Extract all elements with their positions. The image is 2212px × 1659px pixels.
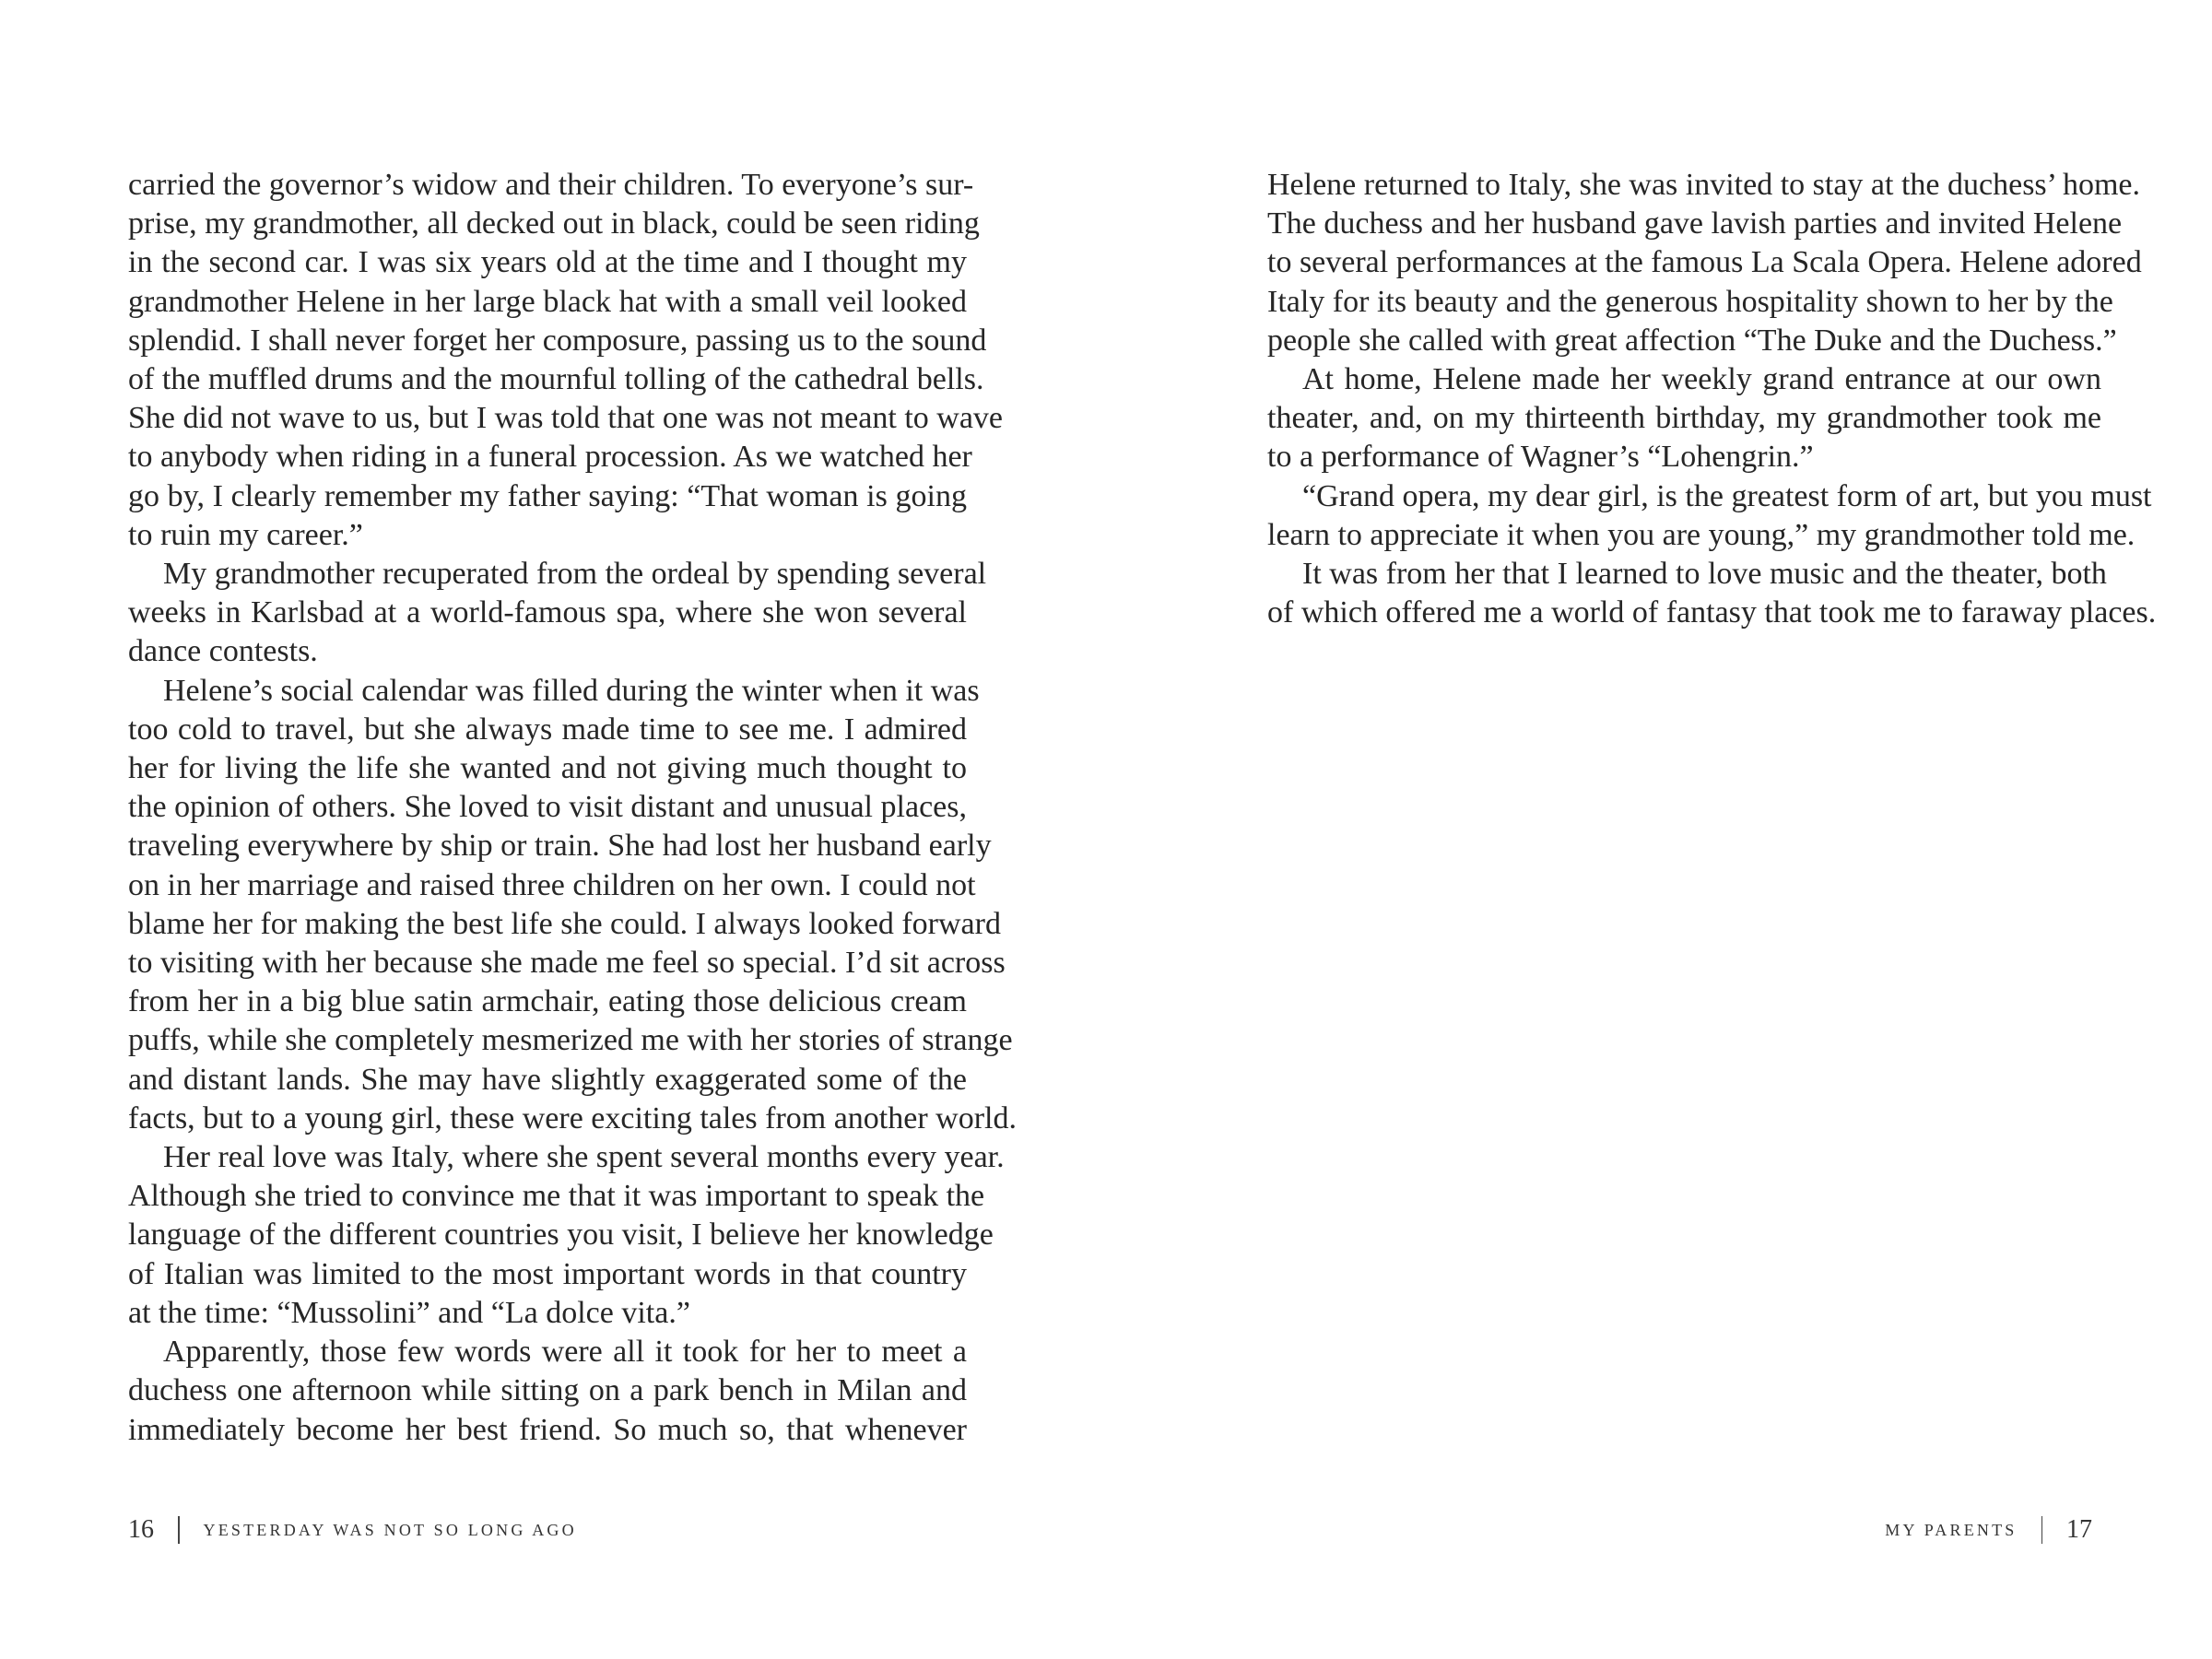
text-line: splendid. I shall never forget her composure, passing us to the sound <box>128 323 987 358</box>
text-line: She did not wave to us, but I was told that one was not meant to wave <box>128 401 1003 436</box>
text-line: At home, Helene made her weekly grand entrance at our own <box>1302 362 2101 397</box>
text-line: and distant lands. She may have slightly exaggerated some of the <box>128 1062 967 1097</box>
text-line: The duchess and her husband gave lavish parties and invited Helene <box>1267 206 2123 241</box>
text-line: Helene’s social calendar was filled during the winter when it was <box>163 673 980 708</box>
footer-divider <box>2041 1516 2043 1544</box>
text-line: language of the different countries you visit, I believe her knowledge <box>128 1218 994 1253</box>
text-line: Her real love was Italy, where she spent several months every year. <box>163 1140 1005 1175</box>
text-line: immediately become her best friend. So much so, that whenever <box>128 1412 967 1447</box>
text-line: blame her for making the best life she could. I always looked forward <box>128 906 1001 941</box>
left-page-body <box>128 166 1017 1450</box>
text-line: of Italian was limited to the most important words in that country <box>128 1256 967 1291</box>
text-line: her for living the life she wanted and not giving much thought to <box>128 751 967 786</box>
text-line: “Grand opera, my dear girl, is the greatest form of art, but you must <box>1302 478 2152 513</box>
text-line: to anybody when riding in a funeral procession. As we watched her <box>128 440 972 475</box>
text-line: to ruin my career.” <box>128 517 363 552</box>
text-line: people she called with great affection “The Duke and the Duchess.” <box>1267 323 2117 358</box>
text-line: Although she tried to convince me that it was important to speak the <box>128 1179 985 1214</box>
text-line: on in her marriage and raised three children on her own. I could not <box>128 867 976 902</box>
text-line: theater, and, on my thirteenth birthday, my grandmother took me <box>1267 401 2101 436</box>
text-line: at the time: “Mussolini” and “La dolce vita.” <box>128 1295 690 1330</box>
text-line: puffs, while she completely mesmerized me with her stories of strange <box>128 1023 1013 1058</box>
text-line: to a performance of Wagner’s “Lohengrin.” <box>1267 440 1814 475</box>
page-number: 17 <box>2066 1515 2092 1544</box>
running-head: MY PARENTS <box>1885 1520 2018 1539</box>
right-page-body <box>1267 166 2157 632</box>
text-line: learn to appreciate it when you are young,” my grandmother told me. <box>1267 517 2136 552</box>
text-line: in the second car. I was six years old at the time and I thought my <box>128 245 967 280</box>
text-line: duchess one afternoon while sitting on a park bench in Milan and <box>128 1373 967 1408</box>
right-page-footer <box>1885 1512 2092 1548</box>
text-line: Helene returned to Italy, she was invited to stay at the duchess’ home. <box>1267 168 2140 202</box>
left-page-footer <box>128 1512 577 1548</box>
text-line: of which offered me a world of fantasy that took me to faraway places. <box>1267 595 2157 630</box>
text-line: My grandmother recuperated from the ordeal by spending several <box>163 557 987 592</box>
text-line: weeks in Karlsbad at a world-famous spa, where she won several <box>128 595 967 630</box>
text-line: Italy for its beauty and the generous hospitality shown to her by the <box>1267 284 2113 319</box>
page-number: 16 <box>128 1515 154 1544</box>
text-line: from her in a big blue satin armchair, eating those delicious cream <box>128 984 967 1019</box>
text-line: Apparently, those few words were all it took for her to meet a <box>163 1335 967 1370</box>
text-line: of the muffled drums and the mournful tolling of the cathedral bells. <box>128 362 984 397</box>
text-line: go by, I clearly remember my father saying: “That woman is going <box>128 478 967 513</box>
running-head: YESTERDAY WAS NOT SO LONG AGO <box>203 1520 577 1539</box>
text-line: prise, my grandmother, all decked out in black, could be seen riding <box>128 206 980 241</box>
text-line: to several performances at the famous La Scala Opera. Helene adored <box>1267 245 2142 280</box>
text-line: carried the governor’s widow and their children. To everyone’s sur- <box>128 168 974 202</box>
footer-divider <box>178 1516 180 1544</box>
text-line: too cold to travel, but she always made time to see me. I admired <box>128 712 967 747</box>
text-line: grandmother Helene in her large black hat with a small veil looked <box>128 284 967 319</box>
text-line: It was from her that I learned to love music and the theater, both <box>1302 557 2107 592</box>
text-line: dance contests. <box>128 634 318 669</box>
text-line: the opinion of others. She loved to visit distant and unusual places, <box>128 790 967 825</box>
text-line: traveling everywhere by ship or train. She had lost her husband early <box>128 829 992 864</box>
text-line: facts, but to a young girl, these were exciting tales from another world. <box>128 1100 1017 1135</box>
text-line: to visiting with her because she made me feel so special. I’d sit across <box>128 946 1006 981</box>
